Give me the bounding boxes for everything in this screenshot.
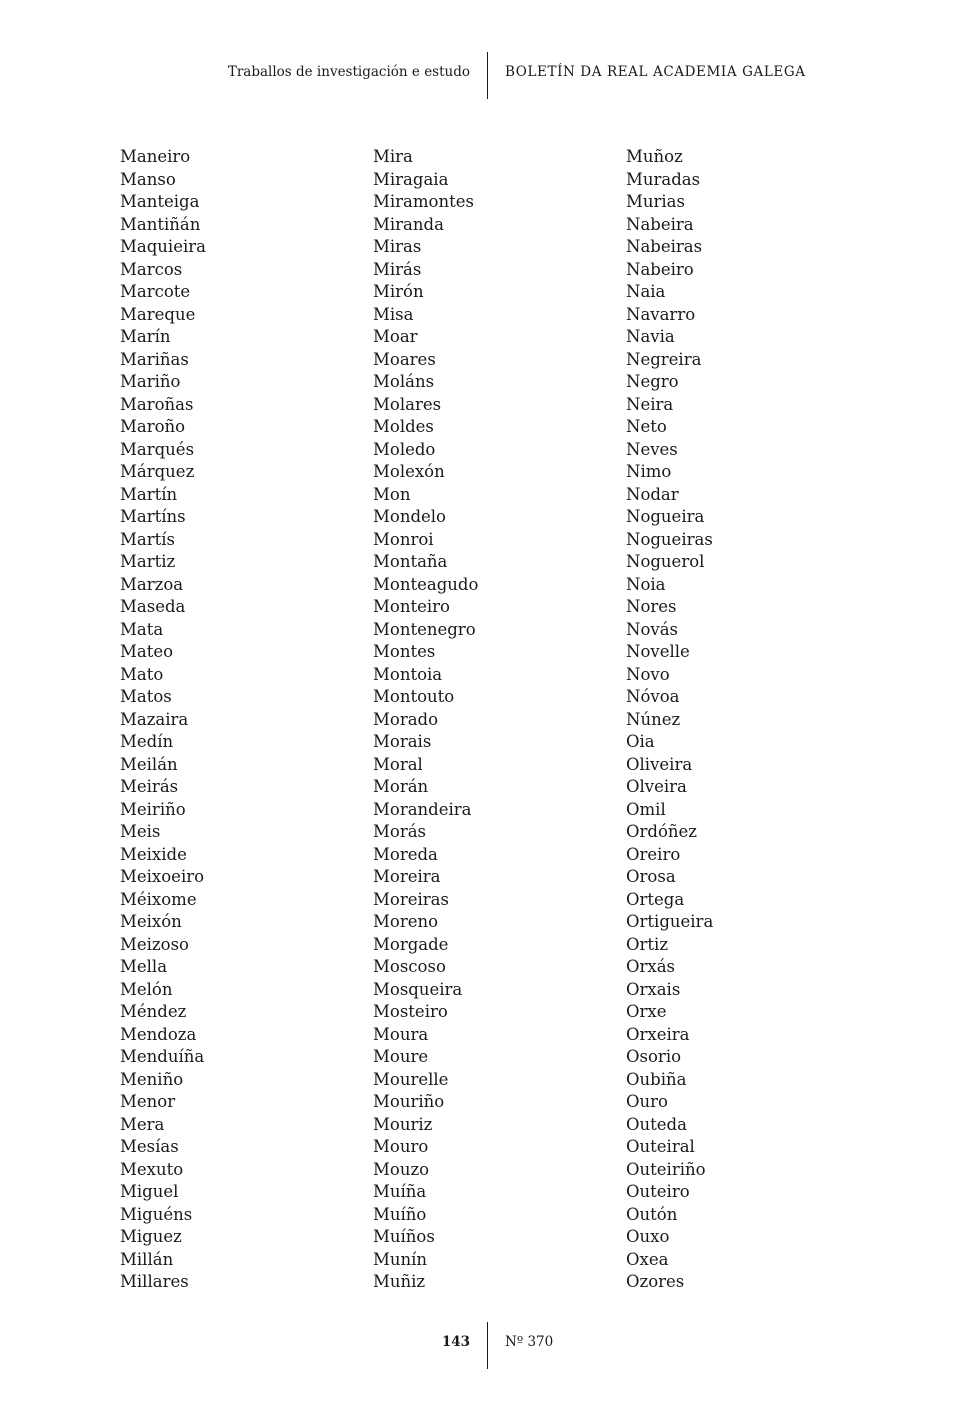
surname-entry: Medín bbox=[120, 732, 174, 751]
surname-entry: Novo bbox=[626, 664, 670, 684]
surname-entry: Nabeiras bbox=[626, 237, 703, 256]
surname-entry: Molares bbox=[373, 394, 442, 414]
surname-entry: Murias bbox=[626, 192, 685, 211]
surname-column-3 bbox=[626, 146, 713, 1294]
surname-entry: Navarro bbox=[626, 304, 696, 324]
surname-entry: Morgade bbox=[373, 934, 449, 954]
surname-entry: Mourelle bbox=[373, 1069, 449, 1089]
surname-entry: Martís bbox=[120, 529, 175, 549]
surname-entry: Menduíña bbox=[120, 1047, 205, 1066]
surname-entry: Ouro bbox=[626, 1092, 668, 1111]
surname-entry: Outeiriño bbox=[626, 1159, 706, 1179]
surname-entry: Osorio bbox=[626, 1047, 682, 1066]
surname-entry: Marcote bbox=[120, 282, 191, 301]
surname-entry: Meixoeiro bbox=[120, 867, 205, 886]
surname-entry: Mantiñán bbox=[120, 214, 201, 234]
surname-entry: Montes bbox=[373, 642, 436, 661]
surname-entry: Mosqueira bbox=[373, 979, 463, 999]
surname-entry: Millares bbox=[120, 1272, 189, 1291]
surname-entry: Monteiro bbox=[373, 597, 450, 616]
surname-entry: Méndez bbox=[120, 1002, 187, 1021]
issue-number: Nº 370 bbox=[505, 1334, 554, 1350]
surname-entry: Monroi bbox=[373, 529, 434, 549]
surname-entry: Nabeira bbox=[626, 214, 694, 234]
surname-entry: Mirón bbox=[373, 282, 424, 301]
surname-entry: Orosa bbox=[626, 867, 676, 886]
surname-entry: Negro bbox=[626, 372, 679, 391]
page-number: 143 bbox=[441, 1334, 470, 1350]
surname-entry: Moláns bbox=[373, 372, 435, 391]
surname-entry: Manso bbox=[120, 169, 176, 189]
surname-entry: Moledo bbox=[373, 439, 436, 459]
header-section-title: Traballos de investigación e estudo bbox=[227, 64, 470, 80]
surname-entry: Molexón bbox=[373, 462, 445, 481]
surname-entry: Menor bbox=[120, 1092, 176, 1111]
surname-entry: Marcos bbox=[120, 259, 183, 279]
surname-entry: Mouzo bbox=[373, 1159, 430, 1179]
surname-entry: Millán bbox=[120, 1249, 174, 1269]
surname-entry: Mirás bbox=[373, 259, 422, 279]
surname-entry: Meixide bbox=[120, 844, 187, 864]
surname-entry: Miras bbox=[373, 237, 422, 256]
surname-entry: Noia bbox=[626, 574, 666, 594]
surname-entry: Meis bbox=[120, 822, 161, 841]
footer-divider bbox=[487, 1322, 488, 1369]
surname-entry: Orxe bbox=[626, 1002, 667, 1021]
surname-entry: Orxeira bbox=[626, 1024, 690, 1044]
surname-entry: Moreiras bbox=[373, 889, 449, 909]
surname-entry: Neves bbox=[626, 439, 678, 459]
surname-entry: Moura bbox=[373, 1024, 429, 1044]
surname-entry: Mariñas bbox=[120, 349, 189, 369]
surname-entry: Marzoa bbox=[120, 574, 184, 594]
surname-entry: Mesías bbox=[120, 1137, 179, 1156]
surname-entry: Muradas bbox=[626, 169, 701, 189]
surname-entry: Mera bbox=[120, 1114, 165, 1134]
header-journal-title: BOLETÍN DA REAL ACADEMIA GALEGA bbox=[505, 64, 806, 80]
surname-entry: Méixome bbox=[120, 889, 197, 909]
surname-entry: Miragaia bbox=[373, 169, 449, 189]
surname-entry: Navia bbox=[626, 327, 675, 346]
surname-entry: Oliveira bbox=[626, 754, 693, 774]
surname-entry: Marín bbox=[120, 327, 171, 346]
surname-entry: Mon bbox=[373, 484, 411, 504]
surname-entry: Montaña bbox=[373, 552, 448, 571]
surname-entry: Orxais bbox=[626, 979, 681, 999]
surname-column-2 bbox=[373, 146, 478, 1294]
surname-entry: Nabeiro bbox=[626, 259, 694, 279]
surname-entry: Outón bbox=[626, 1204, 678, 1224]
surname-entry: Oia bbox=[626, 732, 655, 751]
surname-entry: Mazaira bbox=[120, 709, 189, 729]
surname-entry: Moldes bbox=[373, 417, 434, 436]
surname-entry: Matos bbox=[120, 687, 172, 706]
surname-entry: Meilán bbox=[120, 754, 178, 774]
surname-entry: Mata bbox=[120, 619, 164, 639]
surname-entry: Montoia bbox=[373, 664, 443, 684]
surname-entry: Moares bbox=[373, 349, 436, 369]
surname-column-1 bbox=[120, 146, 206, 1294]
surname-entry: Noguerol bbox=[626, 552, 705, 571]
surname-entry: Ortiz bbox=[626, 934, 669, 954]
surname-entry: Meniño bbox=[120, 1069, 184, 1089]
surname-entry: Miranda bbox=[373, 214, 444, 234]
surname-entry: Morandeira bbox=[373, 799, 472, 819]
surname-entry: Moscoso bbox=[373, 957, 446, 976]
surname-entry: Naia bbox=[626, 282, 666, 301]
surname-entry: Munín bbox=[373, 1249, 428, 1269]
surname-entry: Novelle bbox=[626, 642, 690, 661]
surname-entry: Miguéns bbox=[120, 1204, 193, 1224]
surname-entry: Mondelo bbox=[373, 507, 446, 526]
surname-entry: Mareque bbox=[120, 304, 196, 324]
surname-entry: Muíños bbox=[373, 1227, 435, 1246]
surname-entry: Morais bbox=[373, 732, 432, 751]
surname-entry: Meiriño bbox=[120, 799, 186, 819]
surname-entry: Maroño bbox=[120, 417, 186, 436]
surname-entry: Muíña bbox=[373, 1182, 427, 1201]
surname-entry: Moral bbox=[373, 754, 423, 774]
surname-entry: Marqués bbox=[120, 439, 195, 459]
surname-entry: Moar bbox=[373, 327, 418, 346]
surname-entry: Muíño bbox=[373, 1204, 427, 1224]
surname-entry: Mosteiro bbox=[373, 1002, 448, 1021]
surname-entry: Mouro bbox=[373, 1137, 429, 1156]
surname-entry: Martín bbox=[120, 484, 178, 504]
surname-entry: Monteagudo bbox=[373, 574, 479, 594]
surname-entry: Miguel bbox=[120, 1182, 179, 1201]
surname-entry: Mato bbox=[120, 664, 164, 684]
surname-entry: Ouxo bbox=[626, 1227, 670, 1246]
surname-entry: Moreira bbox=[373, 867, 441, 886]
surname-entry: Maquieira bbox=[120, 237, 206, 256]
surname-entry: Martiz bbox=[120, 552, 176, 571]
surname-entry: Ortigueira bbox=[626, 912, 714, 931]
surname-entry: Ortega bbox=[626, 889, 685, 909]
surname-entry: Maroñas bbox=[120, 394, 194, 414]
surname-entry: Miguez bbox=[120, 1227, 182, 1246]
header-divider bbox=[487, 52, 488, 99]
surname-entry: Moreno bbox=[373, 912, 439, 931]
surname-entry: Montouto bbox=[373, 687, 455, 706]
surname-entry: Nogueiras bbox=[626, 529, 713, 549]
surname-entry: Morán bbox=[373, 777, 429, 796]
surname-entry: Oreiro bbox=[626, 844, 681, 864]
surname-entry: Outeda bbox=[626, 1114, 687, 1134]
surname-entry: Nóvoa bbox=[626, 687, 680, 706]
surname-entry: Nogueira bbox=[626, 507, 705, 526]
surname-entry: Miramontes bbox=[373, 192, 474, 211]
surname-entry: Mendoza bbox=[120, 1024, 197, 1044]
surname-entry: Ordóñez bbox=[626, 822, 697, 841]
surname-entry: Muñoz bbox=[626, 147, 683, 166]
surname-entry: Moure bbox=[373, 1047, 429, 1066]
surname-entry: Meirás bbox=[120, 777, 179, 796]
surname-entry: Omil bbox=[626, 799, 666, 819]
surname-entry: Martíns bbox=[120, 507, 186, 526]
surname-entry: Mateo bbox=[120, 642, 174, 661]
surname-entry: Oubiña bbox=[626, 1069, 687, 1089]
surname-entry: Maneiro bbox=[120, 147, 191, 166]
surname-entry: Mella bbox=[120, 957, 168, 976]
surname-entry: Oxea bbox=[626, 1249, 669, 1269]
surname-entry: Nodar bbox=[626, 484, 679, 504]
surname-entry: Nores bbox=[626, 597, 677, 616]
surname-entry: Neto bbox=[626, 417, 667, 436]
surname-entry: Morás bbox=[373, 822, 427, 841]
surname-entry: Neira bbox=[626, 394, 674, 414]
surname-entry: Misa bbox=[373, 304, 414, 324]
surname-entry: Morado bbox=[373, 709, 439, 729]
surname-entry: Mouriz bbox=[373, 1114, 433, 1134]
surname-entry: Outeiro bbox=[626, 1182, 690, 1201]
surname-entry: Núnez bbox=[626, 709, 681, 729]
surname-entry: Olveira bbox=[626, 777, 687, 796]
surname-entry: Meixón bbox=[120, 912, 182, 931]
surname-entry: Orxás bbox=[626, 957, 676, 976]
surname-entry: Novás bbox=[626, 619, 678, 639]
surname-entry: Mexuto bbox=[120, 1159, 184, 1179]
surname-entry: Moreda bbox=[373, 844, 438, 864]
surname-entry: Nimo bbox=[626, 462, 672, 481]
surname-entry: Mouriño bbox=[373, 1092, 445, 1111]
surname-entry: Mariño bbox=[120, 372, 181, 391]
surname-entry: Mira bbox=[373, 147, 413, 166]
surname-entry: Meizoso bbox=[120, 934, 189, 954]
surname-entry: Manteiga bbox=[120, 192, 200, 211]
surname-entry: Márquez bbox=[120, 462, 195, 481]
surname-entry: Maseda bbox=[120, 597, 186, 616]
surname-entry: Montenegro bbox=[373, 619, 476, 639]
surname-entry: Melón bbox=[120, 979, 173, 999]
surname-entry: Ozores bbox=[626, 1272, 685, 1291]
surname-entry: Outeiral bbox=[626, 1137, 695, 1156]
surname-entry: Negreira bbox=[626, 349, 702, 369]
surname-entry: Muñiz bbox=[373, 1272, 426, 1291]
